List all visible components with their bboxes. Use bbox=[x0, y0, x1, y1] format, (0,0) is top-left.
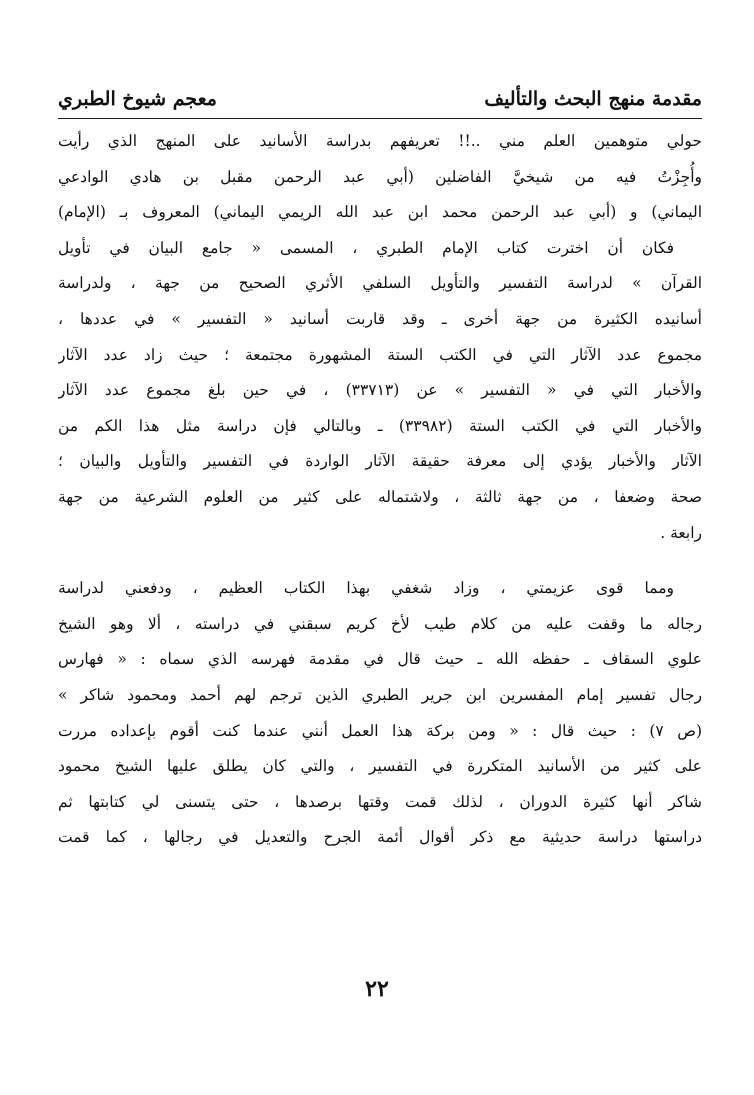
text-line: (ص ٧) : حيث قال : « ومن بركة هذا العمل أنني عندما كنت أقوم بإعداده مررت bbox=[58, 721, 702, 740]
page-body bbox=[58, 124, 702, 856]
chapter-title: مقدمة منهج البحث والتأليف bbox=[484, 88, 702, 110]
text-line: رجال تفسير إمام المفسرين ابن جرير الطبري الذين ترجم لهم أحمد ومحمود شاكر » bbox=[58, 685, 702, 704]
text-line: الآثار والأخبار يؤدي إلى معرفة حقيقة الآثار الواردة في التفسير والتأويل والبيان ؛ bbox=[58, 452, 702, 471]
text-line: أسانيده الكثيرة من جهة أخرى ـ وقد قاربت أسانيد « التفسير » في عددها ، bbox=[58, 309, 702, 328]
paragraph bbox=[58, 571, 702, 856]
page-number: ٢٢ bbox=[365, 976, 389, 1002]
text-line: دراستها دراسة حديثية مع ذكر أقوال أئمة الجرح والتعديل في رجالها ، كما قمت bbox=[58, 828, 702, 847]
running-header bbox=[58, 84, 702, 119]
text-line: علوي السقاف ـ حفظه الله ـ حيث قال في مقدمة فهرسه الذي سماه : « فهارس bbox=[58, 650, 702, 669]
text-line: رجاله ما وقفت عليه من كلام طيب لأخ كريم سبقني في دراسته ، ألا وهو الشيخ bbox=[58, 614, 702, 633]
text-line: اليماني) و (أبي عبد الرحمن محمد ابن عبد الله الريمي اليماني) المعروف بـ (الإمام) bbox=[58, 203, 702, 222]
text-line: والأخبار التي في « التفسير » عن (٣٣٧١٣) ، في حين بلغ مجموع عدد الآثار bbox=[58, 381, 702, 400]
text-line: على كثير من الأسانيد المتكررة في التفسير ، والتي كان يطلق عليها الشيخ محمود bbox=[58, 757, 702, 776]
text-line: فكان أن اخترت كتاب الإمام الطبري ، المسمى « جامع البيان في تأويل bbox=[58, 238, 674, 257]
text-line: رابعة . bbox=[660, 523, 702, 542]
text-line: حولي متوهمين العلم مني ..!! تعريفهم بدراسة الأسانيد على المنهج الذي رأيت bbox=[58, 132, 702, 150]
paragraph bbox=[58, 124, 702, 231]
text-line: صحة وضعفا ، من جهة ثالثة ، ولاشتماله على كثير من العلوم الشرعية من جهة bbox=[58, 487, 702, 506]
text-line: وأُجِزْتُ فيه من شيخيَّ الفاضلين (أبي عبد الرحمن مقبل بن هادي الوادعي bbox=[58, 167, 702, 186]
text-line: ومما قوى عزيمتي ، وزاد شغفي بهذا الكتاب العظيم ، ودفعني لدراسة bbox=[58, 579, 674, 598]
text-line: شاكر أنها كثيرة الدوران ، لذلك قمت وقتها برصدها ، حتى يتسنى لي كتابتها ثم bbox=[58, 792, 702, 811]
text-line: القرآن » لدراسة التفسير والتأويل السلفي الأثري الصحيح من جهة ، ولدراسة bbox=[58, 274, 702, 293]
paragraph-spacer bbox=[58, 551, 702, 571]
text-line: مجموع عدد الآثار التي في الكتب الستة المشهورة مجتمعة ؛ حيث زاد عدد الآثار bbox=[58, 345, 702, 364]
text-line: والأخبار التي في الكتب الستة (٣٣٩٨٢) ـ وبالتالي فإن دراسة مثل هذا الكم من bbox=[58, 416, 702, 435]
paragraph bbox=[58, 231, 702, 551]
book-title: معجم شيوخ الطبري bbox=[58, 88, 217, 110]
